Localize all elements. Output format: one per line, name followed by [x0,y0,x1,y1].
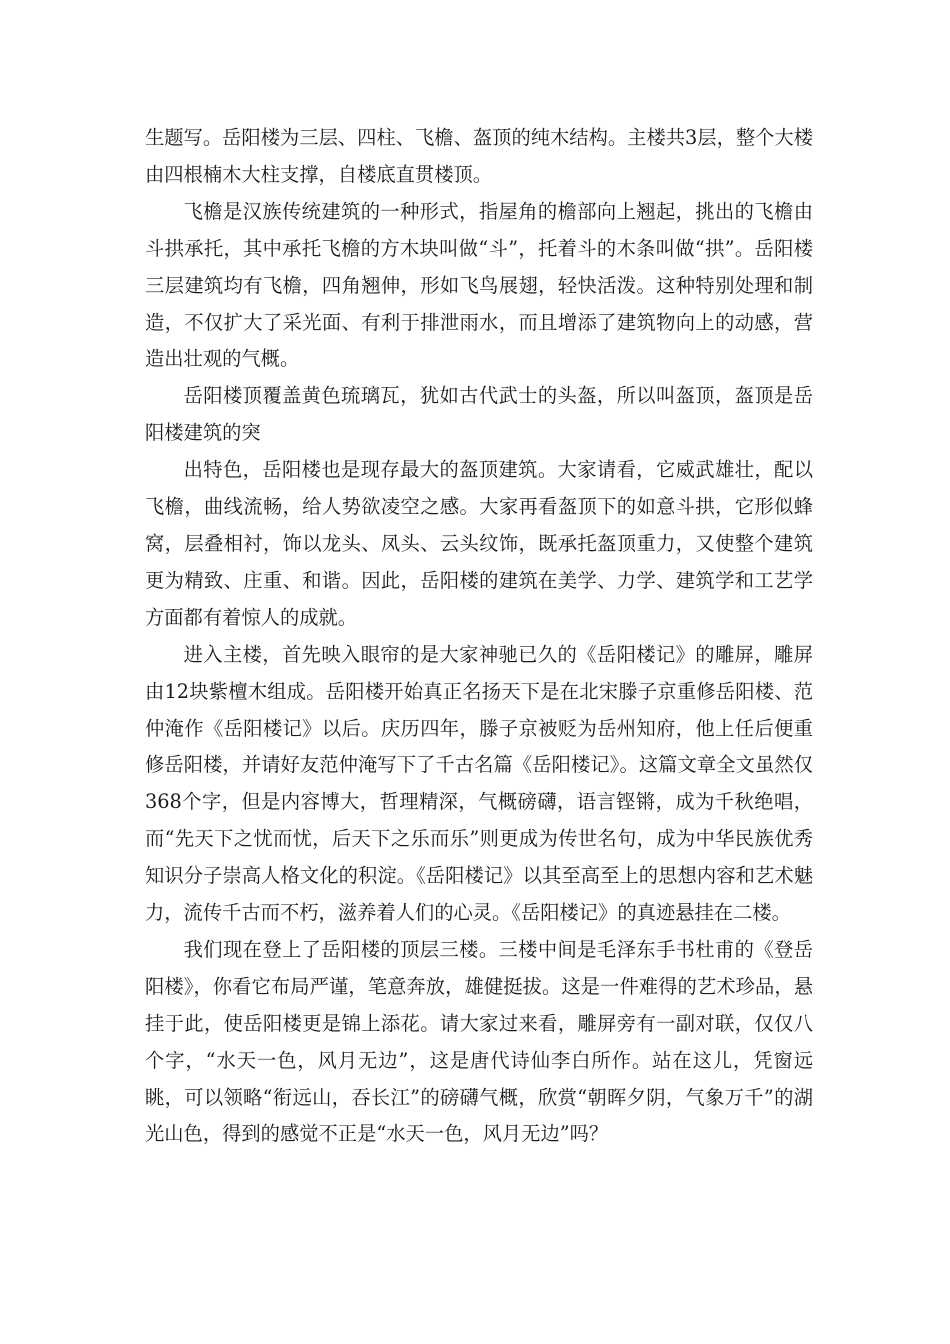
paragraph-5: 进入主楼，首先映入眼帘的是大家神驰已久的《岳阳楼记》的雕屏，雕屏由12块紫檀木组成。岳阳楼开始真正名扬天下是在北宋滕子京重修岳阳楼、范仲淹作《岳阳楼记》以后。庆历四年，滕子京被贬为岳州知府，他上任后便重修岳阳楼，并请好友范仲淹写下了千古名篇《岳阳楼记》。这篇文章全文虽然仅368个字，但是内容博大，哲理精深，气概磅礴，语言铿锵，成为千秋绝唱，而“先天下之忧而忧，后天下之乐而乐”则更成为传世名句，成为中华民族优秀知识分子崇高人格文化的积淀。《岳阳楼记》以其至高至上的思想内容和艺术魅力，流传千古而不朽，滋养着人们的心灵。《岳阳楼记》的真迹悬挂在二楼。 [145,642,813,925]
paragraph-6: 我们现在登上了岳阳楼的顶层三楼。三楼中间是毛泽东手书杜甫的《登岳阳楼》，你看它布局严谨，笔意奔放，雄健挺拔。这是一件难得的艺术珍品，悬挂于此，使岳阳楼更是锦上添花。请大家过来看，雕屏旁有一副对联，仅仅八个字，“水天一色，风月无边”，这是唐代诗仙李白所作。站在这儿，凭窗远眺，可以领略“衔远山，吞长江”的磅礴气概，欣赏“朝晖夕阴，气象万千”的湖光山色，得到的感觉不正是“水天一色，风月无边”吗？ [145,937,813,1146]
paragraph-4: 出特色，岳阳楼也是现存最大的盔顶建筑。大家请看，它威武雄壮，配以飞檐，曲线流畅，给人势欲凌空之感。大家再看盔顶下的如意斗拱，它形似蜂窝，层叠相衬，饰以龙头、凤头、云头纹饰，既承托盔顶重力，又使整个建筑更为精致、庄重、和谐。因此，岳阳楼的建筑在美学、力学、建筑学和工艺学方面都有着惊人的成就。 [145,458,813,629]
body-text [145,120,813,1153]
paragraph-3: 岳阳楼顶覆盖黄色琉璃瓦，犹如古代武士的头盔，所以叫盔顶，盔顶是岳阳楼建筑的突 [145,384,813,445]
paragraph-1: 生题写。岳阳楼为三层、四柱、飞檐、盔顶的纯木结构。主楼共3层，整个大楼由四根楠木大柱支撑，自楼底直贯楼顶。 [145,126,813,186]
paragraph-2: 飞檐是汉族传统建筑的一种形式，指屋角的檐部向上翘起，挑出的飞檐由斗拱承托，其中承托飞檐的方木块叫做“斗”，托着斗的木条叫做“拱”。岳阳楼三层建筑均有飞檐，四角翘伸，形如飞鸟展翅，轻快活泼。这种特别处理和制造，不仅扩大了采光面、有利于排泄雨水，而且增添了建筑物向上的动感，营造出壮观的气概。 [145,199,813,371]
